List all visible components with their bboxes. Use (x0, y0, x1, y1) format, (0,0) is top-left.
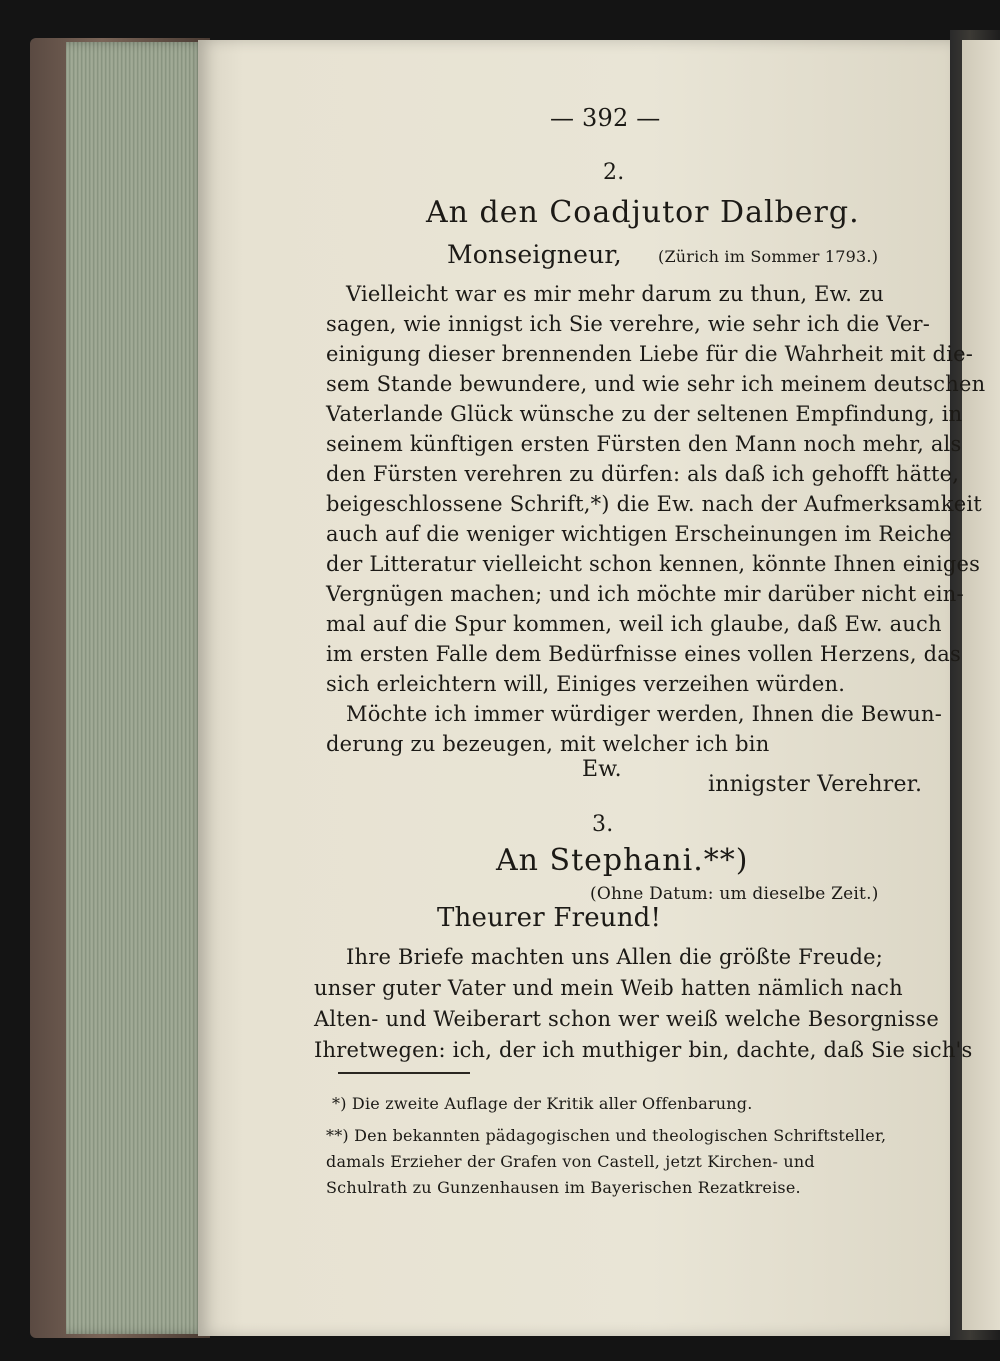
text-line: Möchte ich immer würdiger werden, Ihnen die Bewun- (346, 702, 943, 726)
text-line: Vielleicht war es mir mehr darum zu thun, Ew. zu (346, 282, 885, 306)
section-3-number: 3. (592, 812, 614, 837)
footnote-line: Schulrath zu Gunzenhausen im Bayerischen Rezatkreise. (326, 1178, 801, 1197)
footnote-divider (338, 1072, 470, 1074)
text-line: beigeschlossene Schrift,*) die Ew. nach der Aufmerksamkeit (326, 492, 982, 516)
text-line: unser guter Vater und mein Weib hatten nämlich nach (314, 976, 903, 1000)
text-line: mal auf die Spur kommen, weil ich glaube, daß Ew. auch (326, 612, 942, 636)
facing-page-edge (962, 40, 1000, 1330)
section-3-salutation: Theurer Freund! (437, 903, 662, 933)
text-line: im ersten Falle dem Bedürfnisse eines vollen Herzens, das (326, 642, 961, 666)
text-line: Vergnügen machen; und ich möchte mir darüber nicht ein- (326, 582, 964, 606)
text-line: sich erleichtern will, Einiges verzeihen würden. (326, 672, 846, 696)
footnote-line: *) Die zweite Auflage der Kritik aller Offenbarung. (332, 1094, 753, 1113)
page-block-edge (66, 42, 206, 1334)
section-2-closing-address: Ew. (582, 757, 622, 782)
section-2-dateline: (Zürich im Sommer 1793.) (658, 247, 879, 266)
text-line: Vaterlande Glück wünsche zu der seltenen Empfindung, in (326, 402, 963, 426)
footnote-line: damals Erzieher der Grafen von Castell, jetzt Kirchen- und (326, 1152, 815, 1171)
text-line: einigung dieser brennenden Liebe für die Wahrheit mit die- (326, 342, 974, 366)
text-line: auch auf die weniger wichtigen Erscheinungen im Reiche (326, 522, 953, 546)
section-3-heading: An Stephani.**) (496, 843, 749, 878)
section-2-salutation: Monseigneur, (447, 240, 622, 269)
text-line: Ihre Briefe machten uns Allen die größte Freude; (346, 945, 884, 969)
footnote-line: **) Den bekannten pädagogischen und theologischen Schriftsteller, (326, 1126, 887, 1145)
text-line: den Fürsten verehren zu dürfen: als daß ich gehofft hätte, (326, 462, 960, 486)
text-line: seinem künftigen ersten Fürsten den Mann noch mehr, als (326, 432, 962, 456)
section-3-dateline: (Ohne Datum: um dieselbe Zeit.) (590, 884, 879, 904)
text-line: Alten- und Weiberart schon wer weiß welche Besorgnisse (314, 1007, 939, 1031)
page-number: — 392 — (550, 104, 661, 132)
text-line: der Litteratur vielleicht schon kennen, könnte Ihnen einiges (326, 552, 981, 576)
section-2-closing-signature: innigster Verehrer. (708, 772, 923, 797)
text-line: sem Stande bewundere, und wie sehr ich meinem deutschen (326, 372, 986, 396)
text-line: sagen, wie innigst ich Sie verehre, wie sehr ich die Ver- (326, 312, 931, 336)
section-2-number: 2. (603, 160, 625, 185)
section-2-heading: An den Coadjutor Dalberg. (426, 195, 860, 230)
text-line: derung zu bezeugen, mit welcher ich bin (326, 732, 770, 756)
text-line: Ihretwegen: ich, der ich muthiger bin, dachte, daß Sie sich's (314, 1038, 973, 1062)
